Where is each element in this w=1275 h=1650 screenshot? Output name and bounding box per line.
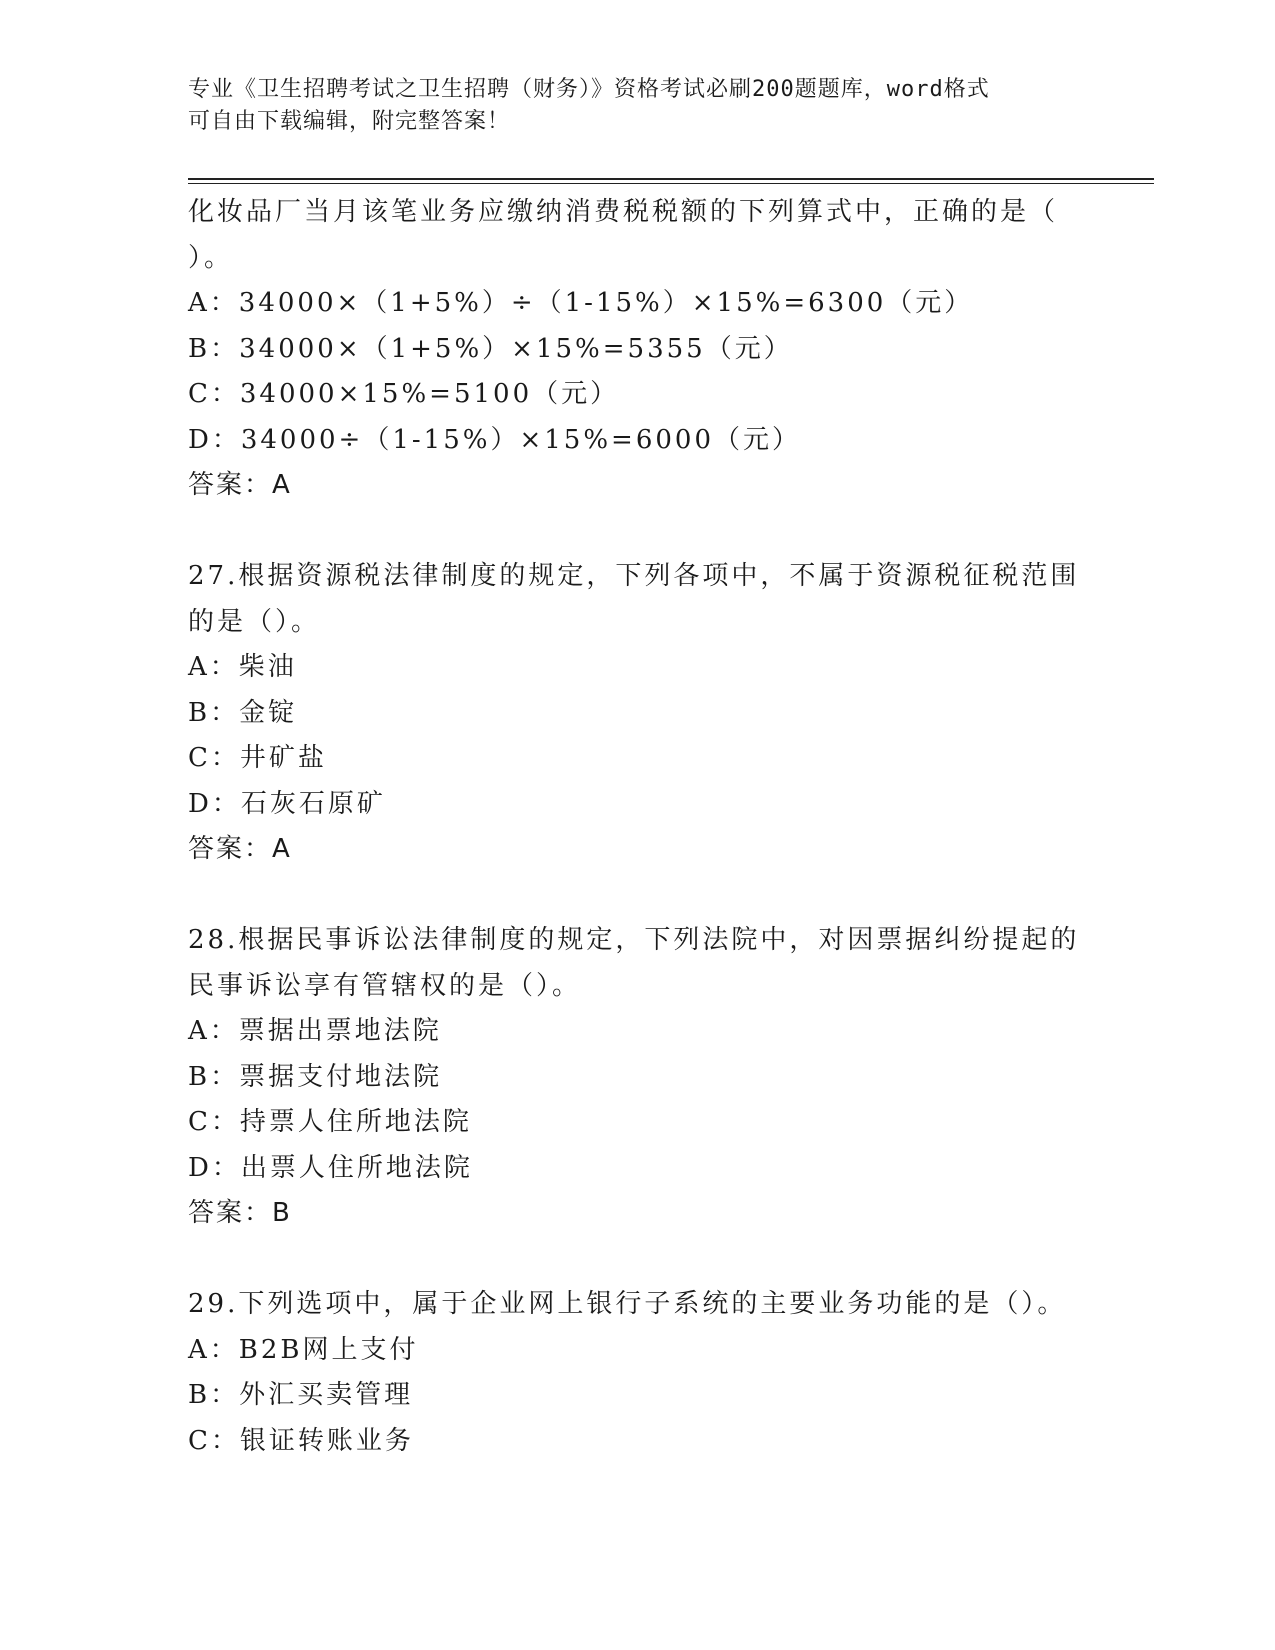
option-a: A：柴油 [188, 652, 297, 682]
option-c: C：井矿盐 [188, 743, 327, 773]
question-stem-line: 民事诉讼享有管辖权的是（）。 [188, 970, 582, 1001]
spacer [188, 509, 1088, 555]
option-c: C：持票人住所地法院 [188, 1107, 472, 1137]
option-b: B：金锭 [188, 697, 298, 728]
option-d: D：出票人住所地法院 [188, 1152, 473, 1183]
option-b: B：票据支付地法院 [188, 1061, 443, 1092]
option-c: C：银证转账业务 [188, 1425, 414, 1456]
spacer [188, 1237, 1088, 1283]
header-divider-thin [188, 183, 1154, 184]
option-c: C：34000×15%=5100（元） [188, 379, 620, 409]
option-a: A：票据出票地法院 [188, 1016, 442, 1046]
question-stem-line: ）。 [188, 242, 234, 273]
question-stem-line: 化妆品厂当月该笔业务应缴纳消费税税额的下列算式中，正确的是（ [188, 197, 1059, 227]
option-d: D：石灰石原矿 [188, 788, 386, 819]
option-b: B：34000×（1+5%）×15%=5355（元） [188, 333, 793, 364]
question-29 [188, 1282, 1088, 1464]
question-stem-line: 28.根据民事诉讼法律制度的规定，下列法院中，对因票据纠纷提起的 [188, 925, 1080, 955]
option-b: B：外汇买卖管理 [188, 1380, 414, 1410]
option-a: A：B2B网上支付 [188, 1334, 419, 1365]
question-stem-line: 27.根据资源税法律制度的规定，下列各项中，不属于资源税征税范围 [188, 561, 1080, 591]
option-a: A：34000×（1+5%）÷（1-15%）×15%=6300（元） [188, 288, 974, 318]
answer-line: 答案：B [188, 1198, 292, 1228]
question-28 [188, 918, 1088, 1237]
document-header [188, 74, 1068, 138]
option-d: D：34000÷（1-15%）×15%=6000（元） [188, 424, 801, 455]
question-content [188, 190, 1088, 1464]
question-27 [188, 554, 1088, 873]
header-line-1: 专业《卫生招聘考试之卫生招聘（财务）》资格考试必刷200题题库，word格式 [188, 77, 990, 102]
answer-line: 答案：A [188, 470, 292, 500]
answer-line: 答案：A [188, 834, 292, 864]
question-stem-line: 29.下列选项中，属于企业网上银行子系统的主要业务功能的是（）。 [188, 1289, 1067, 1319]
header-line-2: 可自由下载编辑，附完整答案！ [188, 109, 511, 134]
header-divider-thick [188, 178, 1154, 180]
question-stem-line: 的是（）。 [188, 606, 321, 637]
question-26 [188, 190, 1088, 509]
spacer [188, 873, 1088, 919]
